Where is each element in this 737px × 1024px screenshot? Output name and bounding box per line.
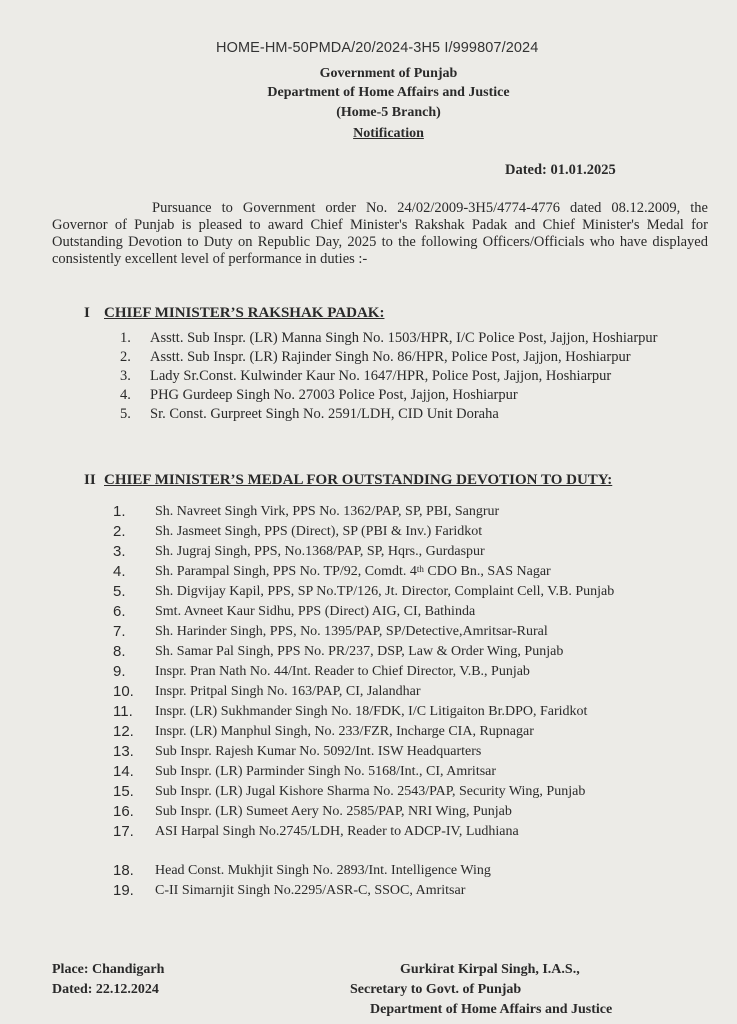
government-heading: Government of Punjab xyxy=(319,66,458,81)
item-number: 14. xyxy=(113,763,134,780)
list-item xyxy=(120,330,690,347)
intro-text: Pursuance to Government order No. 24/02/2009-3H5/4774-4776 dated 08.12.2009, the Governor of Punjab is pleased to award Chief Minister's Rakshak Padak and Chief Minister's Medal for Outstanding Devotion to Duty on Republic Day, 2025 to the following Officers/Officials who have displayed consistently excellent level of performance in duties :- xyxy=(52,200,708,267)
item-text: Sh. Jasmeet Singh, PPS (Direct), SP (PBI & Inv.) Faridkot xyxy=(155,524,483,539)
item-number: 2. xyxy=(113,523,126,540)
item-text: Sub Inspr. Rajesh Kumar No. 5092/Int. ISW Headquarters xyxy=(155,744,482,759)
item-number: 12. xyxy=(113,723,134,740)
item-number: 8. xyxy=(113,643,126,660)
list-item xyxy=(120,387,690,404)
item-text: Sh. Jugraj Singh, PPS, No.1368/PAP, SP, Hqrs., Gurdaspur xyxy=(155,544,485,559)
signatory-department: Department of Home Affairs and Justice xyxy=(370,1002,613,1017)
list-item xyxy=(113,703,703,720)
footer-date: Dated: 22.12.2024 xyxy=(52,982,159,997)
rakshak-padak-list xyxy=(120,330,690,425)
list-item xyxy=(120,368,690,385)
list-item xyxy=(113,523,703,540)
list-item xyxy=(113,583,703,600)
item-text: Sh. Digvijay Kapil, PPS, SP No.TP/126, Jt. Director, Complaint Cell, V.B. Punjab xyxy=(155,584,615,599)
list-item xyxy=(113,643,703,660)
medal-list xyxy=(113,503,703,902)
list-item xyxy=(113,763,703,780)
item-number: 5. xyxy=(120,406,131,422)
item-text: Sub Inspr. (LR) Sumeet Aery No. 2585/PAP, NRI Wing, Punjab xyxy=(155,804,512,819)
superscript: th xyxy=(416,564,424,574)
section-title: CHIEF MINISTER’S MEDAL FOR OUTSTANDING DEVOTION TO DUTY: xyxy=(104,472,613,488)
intro-paragraph xyxy=(52,200,708,268)
item-number: 16. xyxy=(113,803,134,820)
item-number: 19. xyxy=(113,882,134,899)
item-number: 3. xyxy=(113,543,126,560)
list-item xyxy=(120,349,690,366)
item-number: 3. xyxy=(120,368,131,384)
place-line: Place: Chandigarh xyxy=(52,962,165,977)
section-numeral: I xyxy=(84,305,90,321)
list-item xyxy=(113,683,703,700)
section-rakshak-padak-heading xyxy=(84,305,384,322)
item-number: 1. xyxy=(120,330,131,346)
list-item xyxy=(113,862,703,879)
item-text: Inspr. (LR) Manphul Singh, No. 233/FZR, Incharge CIA, Rupnagar xyxy=(155,724,534,739)
item-text: Sh. Harinder Singh, PPS, No. 1395/PAP, SP/Detective,Amritsar-Rural xyxy=(155,624,548,639)
item-text: Sh. Navreet Singh Virk, PPS No. 1362/PAP, SP, PBI, Sangrur xyxy=(155,504,500,519)
item-text: Inspr. (LR) Sukhmander Singh No. 18/FDK, I/C Litigaiton Br.DPO, Faridkot xyxy=(155,704,588,719)
section-medal-heading xyxy=(84,472,612,489)
signatory-name: Gurkirat Kirpal Singh, I.A.S., xyxy=(400,962,580,977)
list-item xyxy=(113,603,703,620)
signatory-post: Secretary to Govt. of Punjab xyxy=(350,982,522,997)
item-text: Sh. Samar Pal Singh, PPS No. PR/237, DSP, Law & Order Wing, Punjab xyxy=(155,644,564,659)
list-item xyxy=(113,503,703,520)
item-number: 13. xyxy=(113,743,134,760)
item-text: Head Const. Mukhjit Singh No. 2893/Int. Intelligence Wing xyxy=(155,863,491,878)
item-number: 18. xyxy=(113,862,134,879)
notification-date: Dated: 01.01.2025 xyxy=(505,162,616,178)
list-item xyxy=(113,563,703,580)
item-number: 1. xyxy=(113,503,126,520)
branch-heading: (Home-5 Branch) xyxy=(336,105,441,120)
item-number: 6. xyxy=(113,603,126,620)
notification-title: Notification xyxy=(353,126,424,141)
item-text: Asstt. Sub Inspr. (LR) Manna Singh No. 1503/HPR, I/C Police Post, Jajjon, Hoshiarpur xyxy=(150,330,658,346)
item-number: 15. xyxy=(113,783,134,800)
list-item xyxy=(113,823,703,840)
item-number: 2. xyxy=(120,349,131,365)
item-number: 11. xyxy=(113,703,133,720)
item-text: Lady Sr.Const. Kulwinder Kaur No. 1647/HPR, Police Post, Jajjon, Hoshiarpur xyxy=(150,368,612,384)
item-text: Sr. Const. Gurpreet Singh No. 2591/LDH, CID Unit Doraha xyxy=(150,406,499,422)
item-number: 10. xyxy=(113,683,134,700)
item-text: C-II Simarnjit Singh No.2295/ASR-C, SSOC, Amritsar xyxy=(155,883,466,898)
section-numeral: II xyxy=(84,472,96,488)
item-text: ASI Harpal Singh No.2745/LDH, Reader to ADCP-IV, Ludhiana xyxy=(155,824,519,839)
item-text: Inspr. Pritpal Singh No. 163/PAP, CI, Jalandhar xyxy=(155,684,421,699)
list-item xyxy=(113,803,703,820)
item-text: Sh. Parampal Singh, PPS No. TP/92, Comdt. 4 xyxy=(155,564,417,579)
reference-number: HOME-HM-50PMDA/20/2024-3H5 I/999807/2024 xyxy=(216,40,539,56)
department-heading: Department of Home Affairs and Justice xyxy=(267,85,510,100)
item-text: Sub Inspr. (LR) Jugal Kishore Sharma No. 2543/PAP, Security Wing, Punjab xyxy=(155,784,586,799)
section-title: CHIEF MINISTER’S RAKSHAK PADAK: xyxy=(104,305,385,321)
item-text: Inspr. Pran Nath No. 44/Int. Reader to Chief Director, V.B., Punjab xyxy=(155,664,530,679)
item-text: Smt. Avneet Kaur Sidhu, PPS (Direct) AIG, CI, Bathinda xyxy=(155,604,476,619)
list-item xyxy=(113,663,703,680)
item-number: 5. xyxy=(113,583,126,600)
item-number: 9. xyxy=(113,663,126,680)
list-item xyxy=(113,743,703,760)
item-text: Asstt. Sub Inspr. (LR) Rajinder Singh No. 86/HPR, Police Post, Jajjon, Hoshiarpur xyxy=(150,349,631,365)
list-item xyxy=(113,882,703,899)
item-text: Sub Inspr. (LR) Parminder Singh No. 5168/Int., CI, Amritsar xyxy=(155,764,497,779)
item-text: PHG Gurdeep Singh No. 27003 Police Post, Jajjon, Hoshiarpur xyxy=(150,387,518,403)
item-number: 4. xyxy=(120,387,131,403)
list-item xyxy=(113,723,703,740)
item-text-cont: CDO Bn., SAS Nagar xyxy=(423,564,551,579)
list-item xyxy=(120,406,690,423)
list-item xyxy=(113,543,703,560)
list-item xyxy=(113,623,703,640)
item-number: 4. xyxy=(113,563,126,580)
item-number: 7. xyxy=(113,623,126,640)
item-number: 17. xyxy=(113,823,134,840)
list-item xyxy=(113,783,703,800)
